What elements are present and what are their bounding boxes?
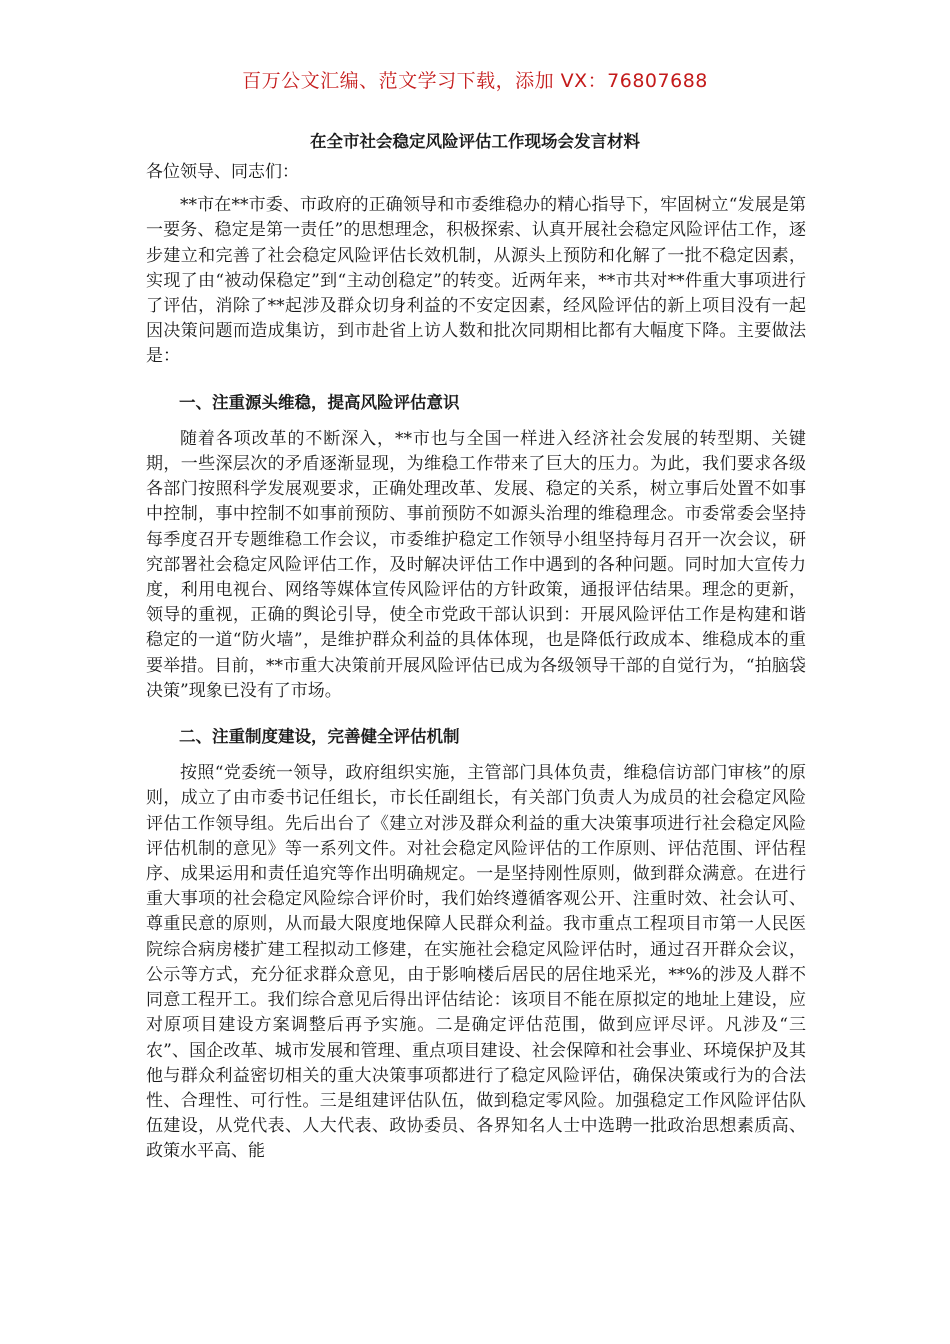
spacer [146,370,806,380]
intro-paragraph: **市在**市委、市政府的正确领导和市委维稳办的精心指导下，牢固树立“发展是第一要务、稳定是第一责任”的思想理念，积极探索、认真开展社会稳定风险评估工作，逐步建立和完善了社会稳定风险评估长效机制，从源头上预防和化解了一批不稳定因素，实现了由“被动保稳定”到“主动创稳定”的转变。近两年来，**市共对**件重大事项进行了评估，消除了**起涉及群众切身利益的不安定因素，经风险评估的新上项目没有一起因决策问题而造成集访，到市赴省上访人数和批次同期相比都有大幅度下降。主要做法是： [146,195,806,367]
section-heading-2: 二、注重制度建设，完善健全评估机制 [179,727,460,747]
promo-banner: 百万公文汇编、范文学习下载，添加 VX：76807688 [242,70,708,92]
section-heading-1: 一、注重源头维稳，提高风险评估意识 [179,392,460,412]
spacer [146,704,806,714]
salutation: 各位领导、同志们： [146,162,299,182]
document-body [146,160,806,1165]
document-title: 在全市社会稳定风险评估工作现场会发言材料 [310,132,640,151]
section-body-2: 按照“党委统一领导，政府组织实施，主管部门具体负责，维稳信访部门审核”的原则，成立了由市委书记任组长，市长任副组长，有关部门负责人为成员的社会稳定风险评估工作领导组。先后出台了《建立对涉及群众利益的重大决策事项进行社会稳定风险评估机制的意见》等一系列文件。对社会稳定风险评估的工作原则、评估范围、评估程序、成果运用和责任追究等作出明确规定。一是坚持刚性原则，做到群众满意。在进行重大事项的社会稳定风险综合评价时，我们始终遵循客观公开、注重时效、社会认可、尊重民意的原则，从而最大限度地保障人民群众利益。我市重点工程项目市第一人民医院综合病房楼扩建工程拟动工修建，在实施社会稳定风险评估时，通过召开群众会议，公示等方式，充分征求群众意见，由于影响楼后居民的居住地采光，**%的涉及人群不同意工程开工。我们综合意见后得出评估结论：该项目不能在原拟定的地址上建设，应对原项目建设方案调整后再予实施。二是确定评估范围，做到应评尽评。凡涉及“三农”、国企改革、城市发展和管理、重点项目建设、社会保障和社会事业、环境保护及其他与群众利益密切相关的重大决策事项都进行了稳定风险评估，确保决策或行为的合法性、合理性、可行性。三是组建评估队伍，做到稳定零风险。加强稳定工作风险评估队伍建设，从党代表、人大代表、政协委员、各界知名人士中选聘一批政治思想素质高、政策水平高、能 [146,763,806,1162]
section-body-1: 随着各项改革的不断深入，**市也与全国一样进入经济社会发展的转型期、关键期，一些深层次的矛盾逐渐显现，为维稳工作带来了巨大的压力。为此，我们要求各级各部门按照科学发展观要求，正确处理改革、发展、稳定的关系，树立事后处置不如事中控制，事中控制不如事前预防、事前预防不如源头治理的维稳理念。市委常委会坚持每季度召开专题维稳工作会议，市委维护稳定工作领导小组坚持每月召开一次会议，研究部署社会稳定风险评估工作，及时解决评估工作中遇到的各种问题。同时加大宣传力度，利用电视台、网络等媒体宣传风险评估的方针政策，通报评估结果。理念的更新，领导的重视，正确的舆论引导，使全市党政干部认识到：开展风险评估工作是构建和谐稳定的一道“防火墙”，是维护群众利益的具体体现，也是降低行政成本、维稳成本的重要举措。目前，**市重大决策前开展风险评估已成为各级领导干部的自觉行为，“拍脑袋决策”现象已没有了市场。 [146,428,806,701]
